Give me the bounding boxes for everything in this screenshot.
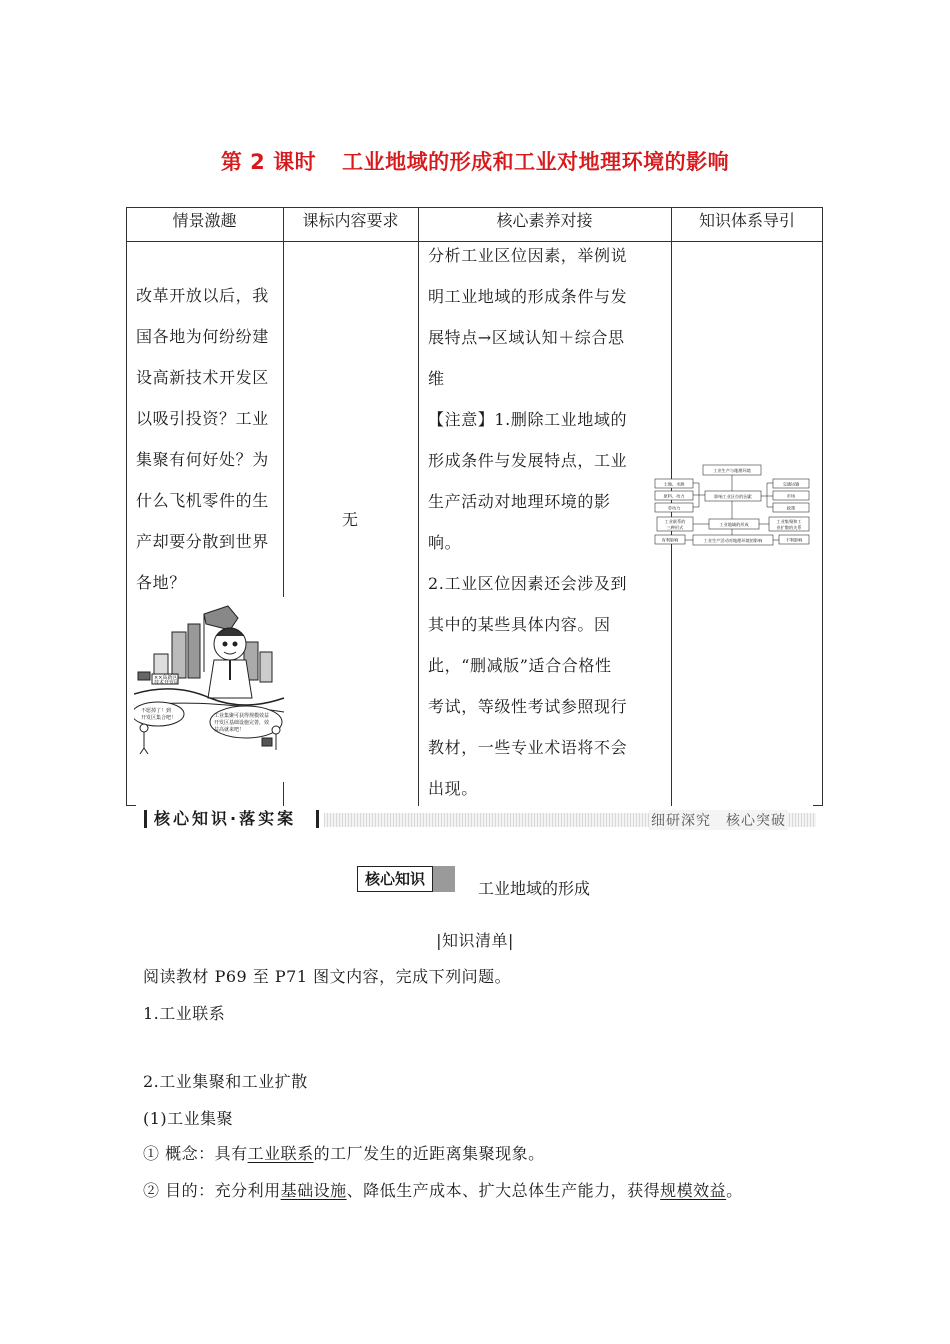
col-divider-1 [283, 207, 284, 597]
bubble-text: 工业集聚可获得规模效益 [214, 713, 270, 719]
diagram-label: 工业联系的 [664, 519, 686, 524]
purpose-line [143, 1178, 743, 1201]
diagram-label: 有利影响 [661, 537, 679, 543]
table-right-border [822, 207, 823, 806]
lesson-title: 工业地域的形成和工业对地理环境的影响 [342, 150, 730, 174]
concept-answer: 工业联系 [247, 1144, 314, 1163]
diagram-label: 不利影响 [785, 537, 803, 543]
header-requirements: 课标内容要求 [302, 211, 399, 230]
banner-subtitle: 细研深究 核心突破 [649, 810, 788, 830]
purpose-answer-2: 规模效益 [660, 1181, 727, 1200]
banner-bar-right [316, 810, 319, 828]
purpose-middle: 、降低生产成本、扩大总体生产能力，获得 [346, 1181, 661, 1200]
col-divider-2 [418, 207, 419, 806]
item-industrial-linkage: 1.工业联系 [143, 1004, 226, 1023]
sign-text: 技术开发园 [154, 680, 180, 686]
diagram-label: 工业生产活动对地理环境的影响 [703, 538, 763, 543]
item-cluster-diffusion: 2.工业集聚和工业扩散 [143, 1072, 308, 1091]
diagram-label: 原料、动力 [663, 493, 685, 499]
banner-bar-left [144, 810, 147, 828]
scenario-line: 产却要分散到世界 [136, 532, 269, 551]
section-tag: 核心知识 [357, 866, 433, 892]
concept-line [143, 1141, 545, 1164]
literacy-line: 2.工业区位因素还会涉及到 [428, 574, 628, 593]
purpose-suffix: 。 [726, 1181, 743, 1200]
header-knowledge-system: 知识体系导引 [698, 211, 795, 230]
section-banner [126, 807, 816, 831]
table-left-border [126, 207, 127, 806]
knowledge-checklist-label: |知识清单| [436, 931, 514, 950]
concept-suffix: 的工厂发生的近距离集聚现象。 [313, 1144, 545, 1163]
literacy-line: 此，“删减版”适合合格性 [428, 656, 612, 675]
literacy-line: 出现。 [428, 779, 478, 798]
intro-text: 阅读教材 P69 至 P71 图文内容，完成下列问题。 [143, 967, 512, 986]
diagram-label: 工业地域的形成 [719, 522, 749, 527]
diagram-label: 三种形式 [666, 525, 684, 530]
header-scenario: 情景激趣 [172, 211, 237, 230]
literacy-line: 展特点→区域认知＋综合思 [428, 328, 625, 347]
literacy-line: 【注意】1.删除工业地域的 [428, 410, 628, 429]
literacy-line: 生产活动对地理环境的影 [428, 492, 611, 511]
section-title: 工业地域的形成 [478, 879, 591, 898]
bubble-text: 开发区集合吧！ [141, 715, 177, 721]
scenario-text [136, 275, 281, 603]
diagram-label: 土地、水源 [663, 481, 685, 487]
literacy-line: 响。 [428, 533, 462, 552]
table-bottom-tick-right [813, 805, 823, 806]
purpose-answer-1: 基础设施 [280, 1181, 347, 1200]
bubble-text: 开发区基础设施完善，效 [214, 720, 270, 726]
overview-table [126, 207, 823, 806]
requirement-text: 无 [342, 510, 359, 529]
literacy-line: 形成条件与发展特点，工业 [428, 451, 628, 470]
item-cluster: (1)工业集聚 [143, 1109, 234, 1128]
industry-cluster-cartoon [134, 602, 286, 754]
diagram-label: 交通运输 [782, 481, 800, 487]
diagram-label: 工业集聚和工 [776, 519, 802, 524]
scenario-line: 各地？ [136, 573, 186, 592]
literacy-line: 其中的某些具体内容。因 [428, 615, 611, 634]
diagram-label: 市场 [786, 493, 796, 499]
literacy-line: 教材，一些专业术语将不会 [428, 738, 628, 757]
diagram-label: 政策 [786, 505, 796, 511]
table-bottom-tick-left [126, 805, 136, 806]
diagram-label: 业扩散的关系 [776, 525, 802, 530]
sign-text: ××高新区 [154, 675, 178, 681]
concept-prefix: ① 概念：具有 [143, 1144, 248, 1163]
page-title [0, 146, 950, 176]
scenario-line: 改革开放以后，我 [136, 286, 269, 305]
lesson-number: 第 2 课时 [220, 150, 317, 174]
bubble-text: 益高就来吧！ [214, 727, 245, 733]
literacy-line: 分析工业区位因素，举例说 [428, 246, 628, 265]
literacy-line: 考试，等级性考试参照现行 [428, 697, 628, 716]
header-literacy: 核心素养对接 [496, 211, 593, 230]
scenario-line: 国各地为何纷纷建 [136, 327, 269, 346]
bubble-text: 不愿掉了！到 [141, 708, 172, 714]
knowledge-diagram [653, 463, 813, 553]
scenario-line: 集聚有何好处？为 [136, 450, 269, 469]
col-divider-1-bottom [283, 782, 284, 806]
scenario-line: 设高新技术开发区 [136, 368, 269, 387]
diagram-label: 劳动力 [667, 505, 681, 511]
banner-title: 核心知识·落实案 [154, 809, 297, 828]
scenario-line: 什么飞机零件的生 [136, 491, 269, 510]
literacy-line: 维 [428, 369, 445, 388]
section-tag-shadow [433, 866, 455, 892]
scenario-line: 以吸引投资？工业 [136, 409, 269, 428]
purpose-prefix: ② 目的：充分利用 [143, 1181, 281, 1200]
literacy-text [428, 235, 668, 809]
diagram-label: 工业生产与地理环境 [713, 468, 751, 473]
literacy-line: 明工业地域的形成条件与发 [428, 287, 628, 306]
diagram-label: 影响工业区位的因素 [714, 494, 752, 499]
